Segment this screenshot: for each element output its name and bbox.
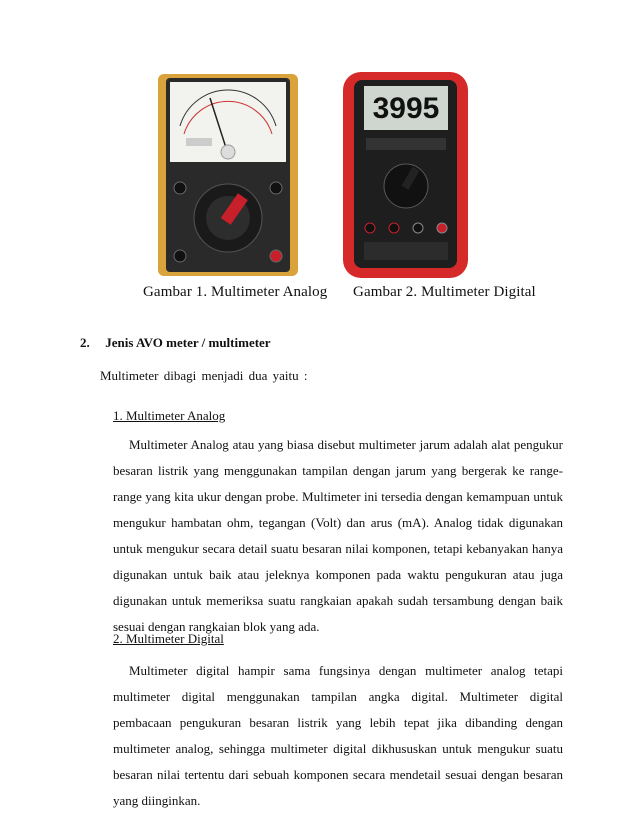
digital-paragraph: [113, 658, 563, 814]
analog-paragraph: [113, 432, 563, 640]
digital-display-value: 3995: [372, 92, 440, 125]
analog-subheading: 1. Multimeter Analog: [113, 408, 226, 423]
digital-multimeter-image: [343, 72, 468, 278]
digital-text: Multimeter digital hampir sama fungsinya dengan multimeter analog tetapi multimeter digital menggunakan tampilan angka digital. Multimeter digital pembacaan pengukuran besaran listrik yang lebih tepat jika dibanding dengan multimeter analog, sehingga multimeter digital dikhususkan untuk mengukur suatu besaran nilai tertentu dari sebuah komponen secara mendetail sesuai dengan besaran yang diinginkan.: [113, 663, 563, 808]
figure-caption: [143, 284, 536, 301]
section-title: Jenis AVO meter / multimeter: [105, 335, 271, 350]
multimeter-figure: [118, 68, 518, 308]
section-heading: [80, 335, 271, 351]
digital-subheading: 2. Multimeter Digital: [113, 631, 224, 646]
section-number: 2.: [80, 335, 90, 350]
caption-digital: Gambar 2. Multimeter Digital: [353, 284, 536, 300]
analog-multimeter-image: [158, 74, 298, 276]
multimeter-photos: [118, 68, 518, 283]
caption-analog: Gambar 1. Multimeter Analog: [143, 284, 328, 300]
analog-text: Multimeter Analog atau yang biasa disebut multimeter jarum adalah alat pengukur besaran listrik yang menggunakan tampilan dengan jarum yang bergerak ke range-range yang kita ukur dengan probe. Multimeter ini tersedia dengan kemampuan untuk mengukur hambatan ohm, tegangan (Volt) dan arus (mA). Analog tidak digunakan untuk mengukur secara detail suatu besaran nilai komponen, tetapi kebanyakan hanya digunakan untuk baik atau jeleknya komponen pada waktu pengukuran atau juga digunakan untuk memeriksa suatu rangkaian apakah sudah tersambung dengan baik sesuai dengan rangkaian blok yang ada.: [113, 437, 563, 634]
section-intro: Multimeter dibagi menjadi dua yaitu :: [100, 368, 308, 383]
